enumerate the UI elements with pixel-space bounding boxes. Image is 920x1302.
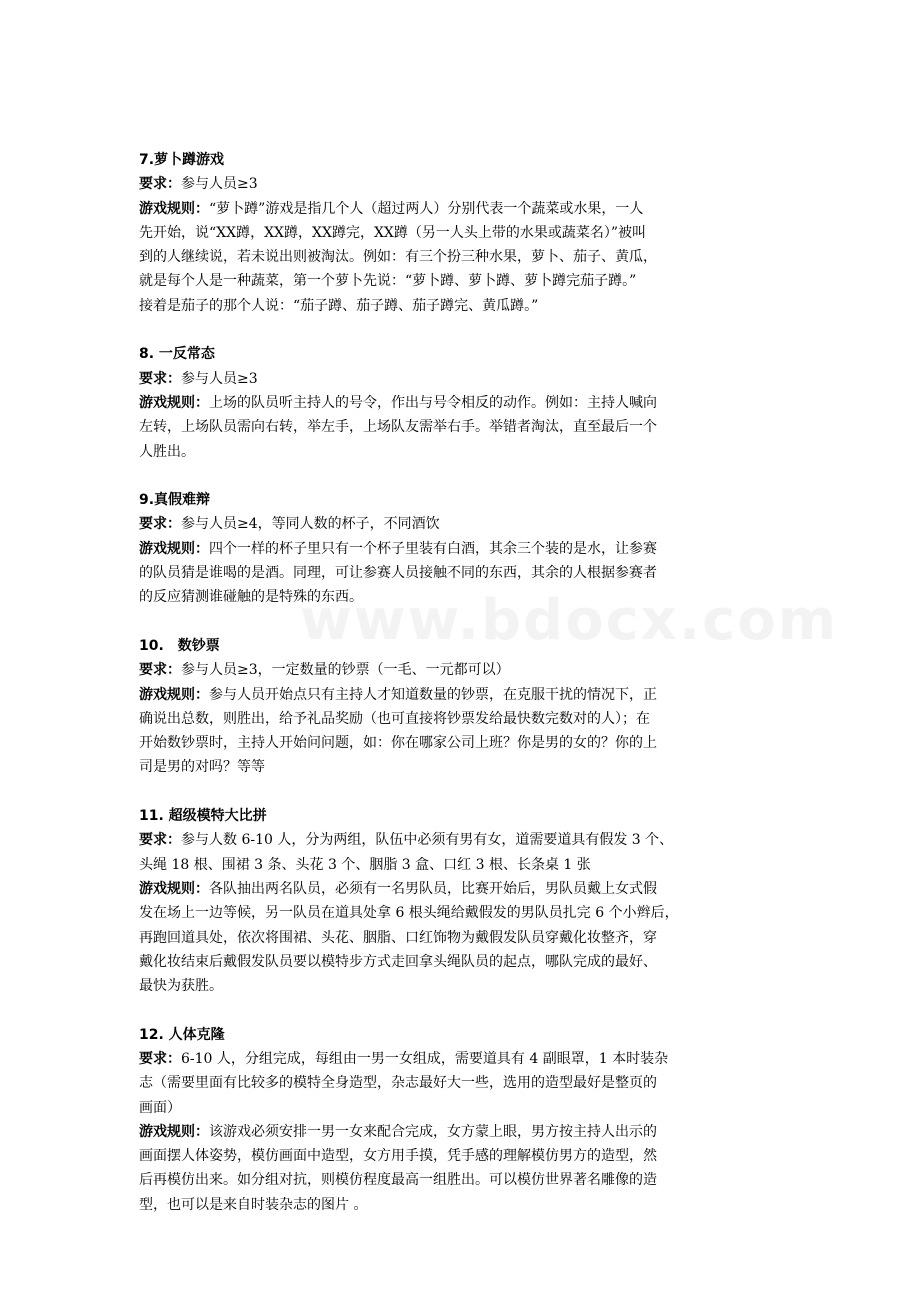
rule-line	[139, 585, 799, 609]
rule-label: 游戏规则：	[139, 686, 209, 703]
rule-line	[139, 731, 799, 755]
requirement-label: 要求：	[139, 176, 181, 193]
rule-line	[139, 269, 799, 293]
rule-line-text: 先开始，说“XX蹲，XX蹲，XX蹲完，XX蹲（另一人头上带的水果或蔬菜名）”被叫	[139, 224, 647, 241]
rule-line	[139, 974, 799, 998]
game-section	[139, 488, 799, 609]
requirement-label: 要求：	[139, 370, 181, 387]
rule-line-text: 上场的队员听主持人的号令，作出与号令相反的动作。例如：主持人喊向	[209, 394, 657, 411]
requirement-line	[139, 658, 799, 682]
rule-line-text: 型，也可以是来自时装杂志的图片 。	[139, 1196, 368, 1213]
rule-line	[139, 755, 799, 779]
rule-line-text: 就是每个人是一种蔬菜，第一个萝卜先说：“萝卜蹲、萝卜蹲、萝卜蹲完茄子蹲。”	[139, 273, 637, 290]
section-gap	[139, 318, 799, 342]
rule-line	[139, 245, 799, 269]
requirement-line	[139, 1047, 799, 1071]
rule-line	[139, 950, 799, 974]
rule-line-text: 司是男的对吗？等等	[139, 759, 265, 776]
requirement-line	[139, 1071, 799, 1095]
rule-line-text: 确说出总数，则胜出，给予礼品奖励（也可直接将钞票发给最快数完数对的人）；在	[139, 710, 650, 727]
rule-line-text: 戴化妆结束后戴假发队员要以模特步方式走回拿头绳队员的起点，哪队完成的最好、	[139, 953, 657, 970]
game-title: 8. 一反常态	[139, 346, 215, 363]
rule-line	[139, 707, 799, 731]
rule-line	[139, 1168, 799, 1192]
rule-line	[139, 901, 799, 925]
requirement-label: 要求：	[139, 662, 181, 679]
requirement-line-text: 参与人员≥3	[181, 176, 258, 193]
rule-line-text: 的队员猜是谁喝的是酒。同理，可让参赛人员接触不同的东西，其余的人根据参赛者	[139, 565, 657, 582]
game-title: 9.真假难辩	[139, 492, 211, 509]
game-section	[139, 1023, 799, 1217]
rule-line	[139, 877, 799, 901]
rule-line-text: 最快为获胜。	[139, 978, 223, 995]
rule-line	[139, 683, 799, 707]
rule-label: 游戏规则：	[139, 1123, 209, 1140]
rule-line	[139, 221, 799, 245]
requirement-label: 要求：	[139, 1050, 181, 1067]
section-gap	[139, 998, 799, 1022]
rule-line-text: 画面摆人体姿势，模仿画面中造型，女方用手摸，凭手感的理解模仿男方的造型，然	[139, 1148, 657, 1165]
requirement-line-text: 参与人员≥3	[181, 370, 258, 387]
rule-line-text: 的反应猜测谁碰触的是特殊的东西。	[139, 589, 363, 606]
rule-line	[139, 1144, 799, 1168]
rule-line	[139, 1120, 799, 1144]
requirement-line-text: 参与人数 6-10 人，分为两组，队伍中必须有男有女，道需要道具有假发 3 个、	[181, 832, 674, 849]
requirement-line	[139, 828, 799, 852]
rule-line-text: 四个一样的杯子里只有一个杯子里装有白酒，其余三个装的是水，让参赛	[209, 540, 657, 557]
rule-line	[139, 391, 799, 415]
requirement-label: 要求：	[139, 832, 181, 849]
rule-line	[139, 926, 799, 950]
requirement-line	[139, 172, 799, 196]
requirement-line	[139, 512, 799, 536]
rule-line	[139, 197, 799, 221]
rule-label: 游戏规则：	[139, 540, 209, 557]
requirement-line-text: 参与人员≥3，一定数量的钞票（一毛、一元都可以）	[181, 662, 510, 679]
rule-label: 游戏规则：	[139, 394, 209, 411]
section-gap	[139, 464, 799, 488]
watermark-text: www.bdocx.com	[300, 588, 839, 653]
rule-line-text: 各队抽出两名队员，必须有一名男队员，比赛开始后，男队员戴上女式假	[209, 880, 657, 897]
rule-line	[139, 1193, 799, 1217]
rule-line	[139, 415, 799, 439]
requirement-line-text: 画面）	[139, 1099, 181, 1116]
game-title: 11. 超级模特大比拼	[139, 808, 267, 825]
requirement-label: 要求：	[139, 516, 181, 533]
requirement-line-text: 6-10 人，分组完成，每组由一男一女组成，需要道具有 4 副眼罩，1 本时装杂	[181, 1050, 669, 1067]
rule-line-text: 参与人员开始点只有主持人才知道数量的钞票，在克服干扰的情况下，正	[209, 686, 657, 703]
section-gap	[139, 610, 799, 634]
section-gap	[139, 780, 799, 804]
rule-line-text: 后再模仿出来。如分组对抗，则模仿程度最高一组胜出。可以模仿世界著名雕像的造	[139, 1172, 657, 1189]
rule-line-text: 发在场上一边等候，另一队员在道具处拿 6 根头绳给戴假发的男队员扎完 6 个小辫后，	[139, 905, 679, 922]
rule-line-text: 该游戏必须安排一男一女来配合完成，女方蒙上眼，男方按主持人出示的	[209, 1123, 657, 1140]
requirement-line	[139, 1096, 799, 1120]
rule-label: 游戏规则：	[139, 200, 209, 217]
rule-line	[139, 294, 799, 318]
game-title: 10. 数钞票	[139, 637, 220, 654]
requirement-line-text: 参与人员≥4，等同人数的杯子，不同酒饮	[181, 516, 440, 533]
rule-line-text: 接着是茄子的那个人说：“茄子蹲、茄子蹲、茄子蹲完、黄瓜蹲。”	[139, 297, 539, 314]
rule-line-text: 到的人继续说，若未说出则被淘汰。例如：有三个扮三种水果，萝卜、茄子、黄瓜，	[139, 249, 657, 266]
rule-line-text: 开始数钞票时，主持人开始问问题，如：你在哪家公司上班？你是男的女的？你的上	[139, 735, 657, 752]
game-section	[139, 634, 799, 780]
rule-label: 游戏规则：	[139, 880, 209, 897]
requirement-line	[139, 853, 799, 877]
requirement-line	[139, 367, 799, 391]
requirement-line-text: 头绳 18 根、围裙 3 条、头花 3 个、胭脂 3 盒、口红 3 根、长条桌 1 张	[139, 856, 591, 873]
rule-line-text: “萝卜蹲”游戏是指几个人（超过两人）分别代表一个蔬菜或水果，一人	[209, 200, 644, 217]
rule-line	[139, 561, 799, 585]
game-section	[139, 804, 799, 998]
document-body	[139, 148, 799, 1217]
rule-line-text: 人胜出。	[139, 443, 195, 460]
requirement-line-text: 志（需要里面有比较多的模特全身造型，杂志最好大一些，选用的造型最好是整页的	[139, 1075, 657, 1092]
game-title: 7.萝卜蹲游戏	[139, 152, 225, 168]
rule-line	[139, 537, 799, 561]
game-section	[139, 342, 799, 463]
game-title: 12. 人体克隆	[139, 1026, 225, 1043]
game-section	[139, 148, 799, 318]
rule-line-text: 左转，上场队员需向右转，举左手，上场队友需举右手。举错者淘汰，直至最后一个	[139, 419, 657, 436]
rule-line-text: 再跑回道具处，依次将围裙、头花、胭脂、口红饰物为戴假发队员穿戴化妆整齐，穿	[139, 929, 657, 946]
rule-line	[139, 440, 799, 464]
